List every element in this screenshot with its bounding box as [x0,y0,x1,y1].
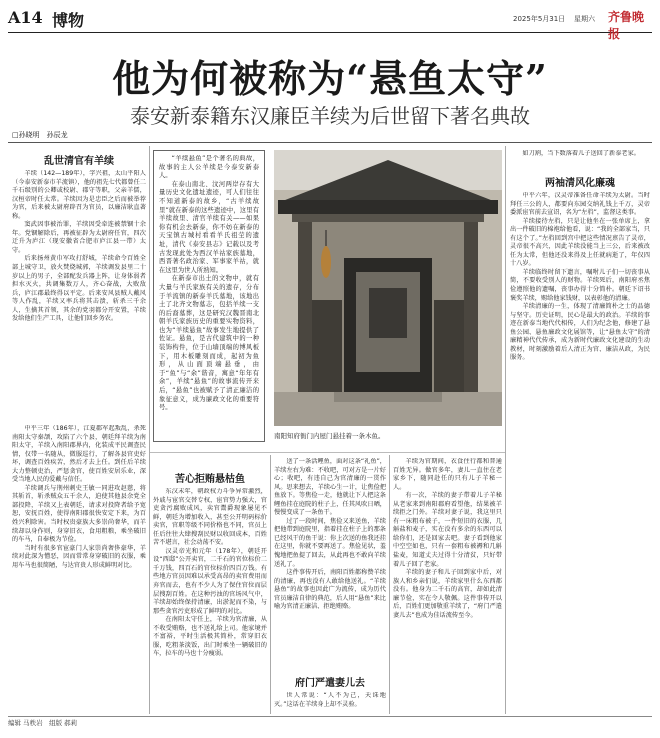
issue-date: 2025年5月31日 [513,15,566,23]
paragraph: 在泰山南北、汶河两岸存有大量历史文化遗址遗迹，可人们往往不知道新泰的故乡，“古羊续故里”就在新泰的这些遗迹中，这里有羊续故里、清官羊续有关——如果你有机会去新泰，你不妨在新泰的天宝镇古城村看看羊氏祖茔的遗址，清代《泰安县志》记载以及考古发现此处为西汉羊祜家族墓地，西晋著名政治家、军事家羊祜，就在这里为世人所熟知。 [159,180,259,274]
newspaper-logo: 齐鲁晚报 [608,10,645,41]
intro-box [153,150,265,442]
column-divider [270,455,271,714]
paragraph: 世人常说：“人不为己，天诛地灭。”这话在羊续身上却不灵验。 [274,692,386,708]
gate-photo-illustration [274,150,502,426]
paragraph: 当时有很多官宦豪门人家崇尚奢侈豪华，羊续对此深为憎恶，因而常常身穿破旧的衣服，乘用车马也很简陋，与达官贵人形成鲜明对比。 [12,544,146,569]
section-heading-4: 两袖清风化廉魂 [545,178,615,189]
column-divider [389,455,390,714]
body-column-1b [12,425,146,711]
paragraph: 在新泰市出土的文物中，就有大量与羊氏家族有关的遗存，分布于羊流镇的新泰羊氏墓地，该地出土了北齐文物墓志，包括羊续一支的后裔墓葬，这是研究汉魏晋南北朝羊氏家族历史的重要实物资料，也为“羊续悬鱼”故事发生地提供了佐证。悬鱼，是古代建筑中的一种装饰构件，位于山墙顶端的博风板下，用木板雕刻而成，起初为鱼形，从山面顶端悬垂，由于“鱼”与“余”谐音，寓意“年年有余”，羊续“悬鱼”的故事流传开来后，“悬鱼”也被赋予了清正廉洁的象征意义，成为廉政文化的重要符号。 [159,275,259,412]
body-column-5 [393,458,502,714]
paragraph: 窦武因事被治罪，羊续因受牵连被禁锢十余年。党锢解除后，再被征辟为太尉府任官，四次迁升为庐江（现安徽省合肥市庐江县一带）太守。 [12,221,146,254]
article-subtitle: 泰安新泰籍东汉廉臣羊续为后世留下著名典故 [130,104,530,128]
section-name: 博物 [52,11,85,30]
title-divider [8,142,652,143]
photo-caption: 南阳知府衙门内屋门悬挂着一条木鱼。 [274,432,385,440]
paragraph: “羊续悬鱼”是个著名的典故，故事的主人公羊续是今泰安新泰人。 [159,155,259,180]
paragraph: 在南阳太守任上，羊续为官清廉，从不收受贿赂，也不送礼给上司。他家境并不富裕，平时生活极其简朴，常穿旧衣服，吃粗茶淡饭，出门时乘坐一辆破旧的车，拉车的马也十分瘦弱。 [153,616,267,658]
paragraph: 这件事传开后，南阳百姓都称赞羊续的清廉，再也没有人敢给他送礼。“羊续悬鱼”的故事也因此广为流传，成为历代官员廉洁自律的典范，后人用“悬鱼”来比喻为官清正廉洁、拒绝贿赂。 [274,569,386,611]
byline: □孙晓明 孙辰龙 [12,131,68,139]
section-heading-1: 乱世清官有羊续 [44,156,114,167]
intro-box-text [159,155,259,413]
paragraph: 送了一条活鲤鱼，面对这条“礼鱼”，羊续左右为难：不收吧，可对方是一片好心；收吧，有违自己为官清廉的一贯作风。思来想去，羊续心生一计，让焦俭把鱼放下。等焦俭一走，他就让下人把这条鲤鱼挂在庭院的柱子上，任其风吹日晒，慢慢变成了一条鱼干。 [274,458,386,517]
body-column-1 [12,170,146,418]
paragraph: 羊续的妻子和儿子回到家中后，对族人和乡亲们说，羊续家里什么东西都没有。他身为二千石的高官，却如此清廉节俭，实在令人敬佩。这件事传开以后，百姓们更加敬重羊续了，“府门严遣妻儿去”也成为佳话流传至今。 [393,569,502,619]
column-divider [149,146,150,714]
paragraph: 羊续接待左驺，只是让他坐在一张单席上，拿出一件破旧的棉袍给他看，说：“我的全部家当，只有这个了。”左驺回到宫中把这些情况禀告了灵帝，灵帝很不高兴，因此羊续没能当上三公，后来被改任为太常，但他还没来得及上任就病逝了，年仅四十八岁。 [510,217,650,268]
section-heading-2: 苦心拒贿悬枯鱼 [175,474,245,485]
paragraph: 羊续为官期间，衣食住行都和普通百姓无异。做官多年，妻儿一直住在老家乡下，随同赴任的只有儿子羊秘一人。 [393,458,502,491]
body-column-6-cont [510,150,650,170]
editor-credits: 编辑 马秩岩 组版 郝莉 [8,719,78,727]
body-column-6 [510,192,650,714]
paragraph: 羊续清廉的一生，体现了清廉简朴之士的品德与坚守。历史证明，民心是最大的政治。羊续的事迹在新泰当地代代相传，人们为纪念他，修建了悬鱼公园、悬鱼廉政文化展馆等，让“悬鱼太守”的清廉精神代代传承，成为新时代廉政文化建设的生动教材，时刻激励着后人清正为官、廉洁从政，为民服务。 [510,303,650,362]
article-title: 他为何被称为“悬鱼太守” [112,56,548,101]
paragraph: 中平三年（186年），江夏郡军起叛乱，杀死南阳太守秦颉，攻陷了六个县，朝廷拜羊续为南阳太守，羊续入南阳郡界内，化装成平民调查民情，仅带一名随从，微服巡行，了解各县官吏好坏，调查百姓疾苦，然后才去上任。到任后羊续大力整顿吏治，严惩贪官，使百姓安居乐业，深受当地人民的爱戴与信任。 [12,425,146,484]
gate-photo [274,150,502,426]
paragraph: 后来扬州黄巾军攻打舒城，羊续命令百姓全部上城守卫，放火焚烧城郭，羊续调发县里二十岁以上的男子，全部配发兵器上阵，让身体弱者担水灭火，共调集数万人，齐心奋战，大败敌兵，庐江郡最终得以平定。后来安风县贼人戴风等人作乱，羊续又率兵将其击溃，斩杀三千余人，生擒其首领，其余的党羽都分开安置，羊续发给他们生产工具，让他们回乡务农。 [12,255,146,323]
body-column-4 [274,458,386,668]
paragraph: 东汉末年，朝政权力斗争异常激烈，外戚与宦官交替专权，宦官势力强大，官吏贪污腐败成风，卖官鬻爵现象屡见不鲜，朝廷为增加收入，甚至公开明码标价卖官，官职等级不同价格也不同，官员上任后往往大肆搜刮民财以收回成本，百姓苦不堪言，社会动荡不安。 [153,488,267,547]
paragraph: 如刀割，当下数落着儿子送回了新泰老家。 [522,150,640,157]
body-column-4b [274,692,386,714]
lower-divider [150,452,505,453]
paragraph: 有一次，羊续的妻子带着儿子羊秘从老家来到南阳郡府看望他，结果被羊续拒之门外。羊续对妻子说，我这里只有一床粗布被子，一件短旧的衣服，几斛盐和麦子，实在没有多余的东西可以给你们，还是回家去吧。妻子看到他家中空空如也，只有一套粗布被褥和几斛盐麦，知道丈夫过得十分清贫，只好带着儿子回了老家。 [393,492,502,568]
paragraph: 羊续调兵与荆州刺史王敏一同进攻赵慈，将其斩首，斩杀贼众五千余人，迫使其他县余党全部投降，羊续又上表朝廷，请求对投降者给予宽恕，安抚百姓，使得南阳郡很快安定下来，为百姓兴利除害。当时权贵豪族大多崇尚奢华，而羊续却以身作则，身穿旧衣，食用粗粮，乘坐破旧的车马，自奉极为节俭。 [12,484,146,544]
paragraph: 羊续临终时留下遗言，嘱咐儿子们一切丧事从简，不要收受别人的财物。羊续死后，南阳府丞焦俭遵照他的遗嘱，丧事办得十分简朴。朝廷下诏书褒奖羊续，赐给他家钱财，以表彰他的清廉。 [510,268,650,302]
body-column-3 [153,488,267,713]
paragraph: 过了一段时间，焦俭又来送鱼，羊续把他带到庭院里，指着挂在柱子上的那条已经风干的鱼干说：你上次送的鱼我还挂在这里，你就不要再送了。焦俭见状，羞愧地把鱼提了回去，从此再也不敢向羊续送礼了。 [274,517,386,568]
page-number: A14 [8,8,43,27]
page-header [8,6,652,41]
paragraph: 中平六年，汉灵帝准备任命羊续为太尉。当时拜任三公的人，都要向东园交纳礼钱上千万，灵帝委派宦官前去宣诏，名为“左驺”，监督这类事。 [510,192,650,217]
paragraph: 羊续（142—189年），字兴祖，太山平阳人（今泰安新泰市羊流镇），他的祖先七代都曾任二千石级别的公卿或校尉、郡守等职，父亲羊儒，汉桓帝时任太常。羊续因为是忠臣之后而被举荐为官，后来被太尉府辟召为官员，以廉洁耿直著称。 [12,170,146,220]
column-divider [505,146,506,714]
footer-divider [8,716,652,717]
issue-weekday: 星期六 [574,15,595,23]
paragraph: 汉灵帝光和元年（178年），朝廷开设“西邸”公开卖官，二千石的官位标价二千万钱，四百石的官位标价四百万钱。有些地方官员因难以承受高昂的卖官费用而弃官而去，也有不少人为了保住官位而层层搜刮百姓。在这种污浊的官场风气中，羊续却始终保持清廉，出淤泥而不染，与那些贪官污吏形成了鲜明的对比。 [153,547,267,615]
section-heading-3: 府门严遣妻儿去 [295,678,365,689]
